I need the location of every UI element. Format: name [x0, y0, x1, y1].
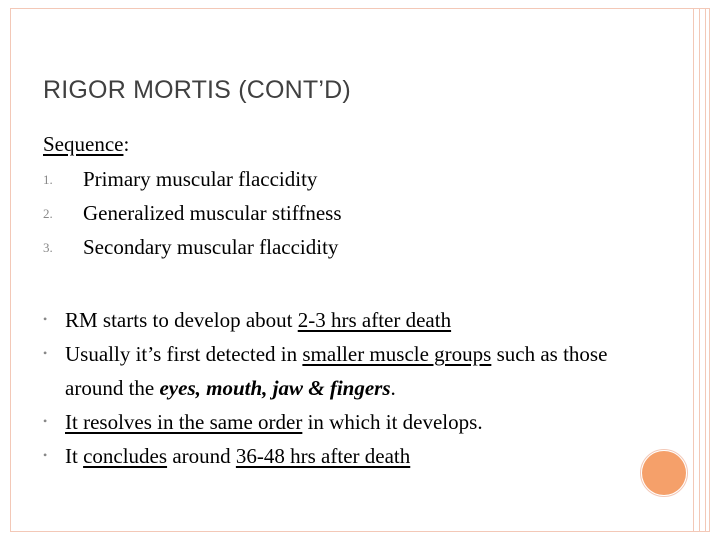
list-item-text: Secondary muscular flaccidity: [83, 235, 339, 259]
bullet-item: [43, 303, 643, 337]
underlined-text: 2-3 hrs after death: [297, 308, 452, 332]
text-run: Usually it’s first detected in: [65, 342, 303, 366]
text-run: .: [390, 376, 396, 400]
list-number: 1.: [43, 172, 53, 187]
decorative-line: [693, 9, 694, 531]
slide-title: RIGOR MORTIS (CONT’D): [43, 76, 351, 104]
decorative-line: [705, 9, 706, 531]
bullet-item: [43, 337, 643, 405]
sequence-heading: [43, 132, 129, 157]
text-run: It: [65, 444, 84, 468]
underlined-text: smaller muscle groups: [302, 342, 492, 366]
list-number: 2.: [43, 206, 53, 221]
bullet-icon: •: [43, 312, 48, 326]
text-run: such as those around the: [65, 342, 608, 400]
sequence-colon: :: [123, 132, 130, 156]
bullet-icon: •: [43, 346, 48, 360]
bullet-item: [43, 405, 643, 439]
text-run: RM starts to develop about: [65, 308, 298, 332]
decorative-circle: [642, 451, 686, 495]
text-run: around: [167, 444, 236, 468]
bullet-icon: •: [43, 414, 48, 428]
list-item-text: Generalized muscular stiffness: [83, 201, 342, 225]
list-item: [43, 201, 342, 226]
sequence-label: Sequence: [43, 132, 124, 156]
bullet-icon: •: [43, 448, 48, 462]
list-item: [43, 235, 338, 260]
list-number: 3.: [43, 240, 53, 255]
bullet-text: [65, 303, 643, 337]
emphasized-text: eyes, mouth, jaw & fingers: [159, 376, 391, 400]
bullet-text: [65, 439, 643, 473]
underlined-text: concludes: [83, 444, 168, 468]
bullet-text: [65, 405, 643, 439]
bullet-item: [43, 439, 643, 473]
list-item-text: Primary muscular flaccidity: [83, 167, 318, 191]
decorative-line: [699, 9, 700, 531]
underlined-text: It resolves in the same order: [65, 410, 303, 434]
text-run: in which it develops.: [302, 410, 483, 434]
list-item: [43, 167, 317, 192]
bullet-text: [65, 337, 643, 405]
underlined-text: 36-48 hrs after death: [235, 444, 411, 468]
